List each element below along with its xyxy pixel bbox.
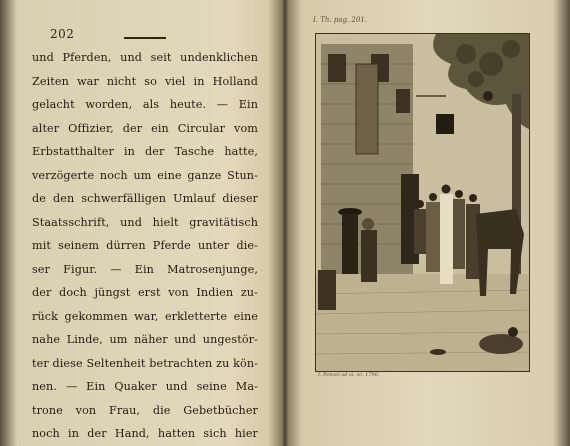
text-line: Zeiten war nicht so viel in Holland	[32, 74, 258, 88]
left-page	[0, 0, 284, 446]
text-line: verzögerte noch um eine ganze Stun-	[32, 168, 258, 182]
engraving-illustration	[316, 34, 529, 371]
text-line: ter diese Seltenheit betrachten zu kön-	[32, 356, 258, 370]
text-line: der doch jüngst erst von Indien zu-	[32, 286, 258, 299]
text-line: de den schwerfälligen Umlauf dieser	[32, 192, 258, 205]
text-line: nen. — Ein Quaker und seine Ma-	[32, 380, 258, 393]
text-line: rück gekommen war, erkletterte eine	[32, 309, 258, 323]
page-number: 202	[50, 27, 75, 41]
artist-signature: I. Penzel ad vi. sc. 1790.	[318, 372, 380, 378]
text-line: Erbstatthalter in der Tasche hatte,	[32, 145, 258, 158]
text-line: mit seinem dürren Pferde unter die-	[32, 239, 258, 252]
header-rule	[124, 37, 166, 39]
body-text	[32, 46, 258, 446]
text-line: trone von Frau, die Gebetbücher	[32, 403, 258, 417]
text-line: gelacht worden, als heute. — Ein	[32, 98, 258, 111]
engraving-plate	[315, 33, 530, 372]
text-line: ser Figur. — Ein Matrosenjunge,	[32, 262, 258, 276]
text-line: und Pferden, und seit undenklichen	[32, 51, 258, 64]
text-line: Staatsschrift, und hielt gravitätisch	[32, 215, 258, 229]
text-line: nahe Linde, um näher und ungestör-	[32, 333, 258, 346]
plate-caption: I. Th. pag. 201.	[313, 16, 368, 24]
text-line: noch in der Hand, hatten sich hier	[32, 427, 258, 440]
text-line: alter Offizier, der ein Circular vom	[32, 121, 258, 135]
